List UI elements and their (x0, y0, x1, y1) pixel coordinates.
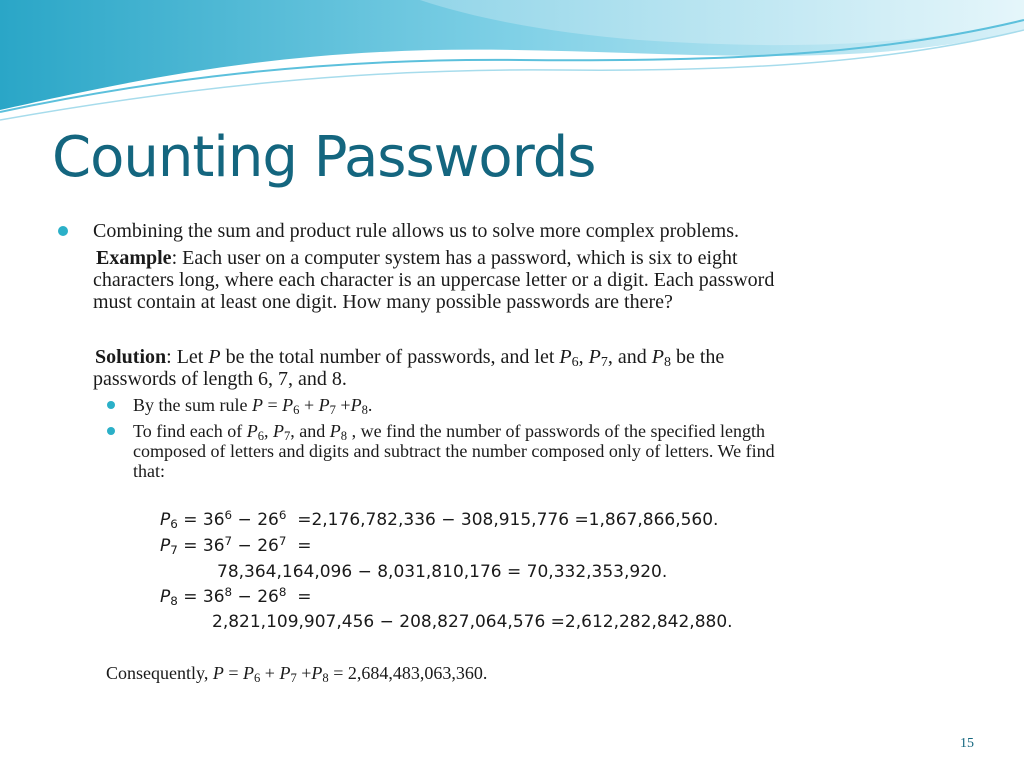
bullet-icon (107, 401, 115, 409)
header-wave-decoration (0, 0, 1024, 140)
find-line-1: To find each of $P_6$, $P_7$, and $P_8$ , we find the number of passwords of the specified length (133, 421, 765, 443)
solution-line-2: passwords of length 6, 7, and 8. (93, 368, 347, 390)
example-label: Example (96, 247, 172, 269)
intro-text: Combining the sum and product rule allows us to solve more complex problems. (93, 220, 740, 242)
find-line-3: that: (133, 461, 165, 481)
example-line-2: characters long, where each character is an uppercase letter or a digit. Each password (93, 269, 775, 291)
page-number: 15 (960, 736, 974, 751)
solution-label: Solution (95, 346, 167, 368)
equation-p7: $P_7 = 36^7 - 26^7$ = (160, 534, 312, 557)
page-title: Counting Passwords (52, 125, 596, 190)
find-line-2: composed of letters and digits and subtract the number composed only of letters. We find (133, 441, 775, 461)
equation-p8-line-2: 2,821,109,907,456 − 208,827,064,576 =2,612,282,842,880. (212, 612, 733, 632)
equation-p7-line-2: 78,364,164,096 − 8,031,810,176 = 70,332,353,920. (217, 562, 668, 582)
example-line-1: Example: Each user on a computer system has a password, which is six to eight (96, 247, 738, 269)
sum-rule-line: By the sum rule $P = P_6 + P_7 +P_8$. (133, 395, 373, 417)
bullet-icon (107, 427, 115, 435)
equation-p8: $P_8 = 36^8 - 26^8$ = (160, 585, 312, 608)
solution-line-1: Solution: Let P be the total number of passwords, and let $P_6$, $P_7$, and $P_8$ be the (95, 346, 725, 370)
conclusion-line: Consequently, $P = P_6 + P_7 +P_8 = 2,684,483,063,360$. (106, 663, 488, 685)
bullet-icon (58, 226, 68, 236)
equation-p6: $P_6 = 36^6 - 26^6 =2,176,782,336 - 308,915,776 =1,867,866,560$. (160, 508, 719, 531)
example-line-3: must contain at least one digit. How many possible passwords are there? (93, 291, 673, 313)
